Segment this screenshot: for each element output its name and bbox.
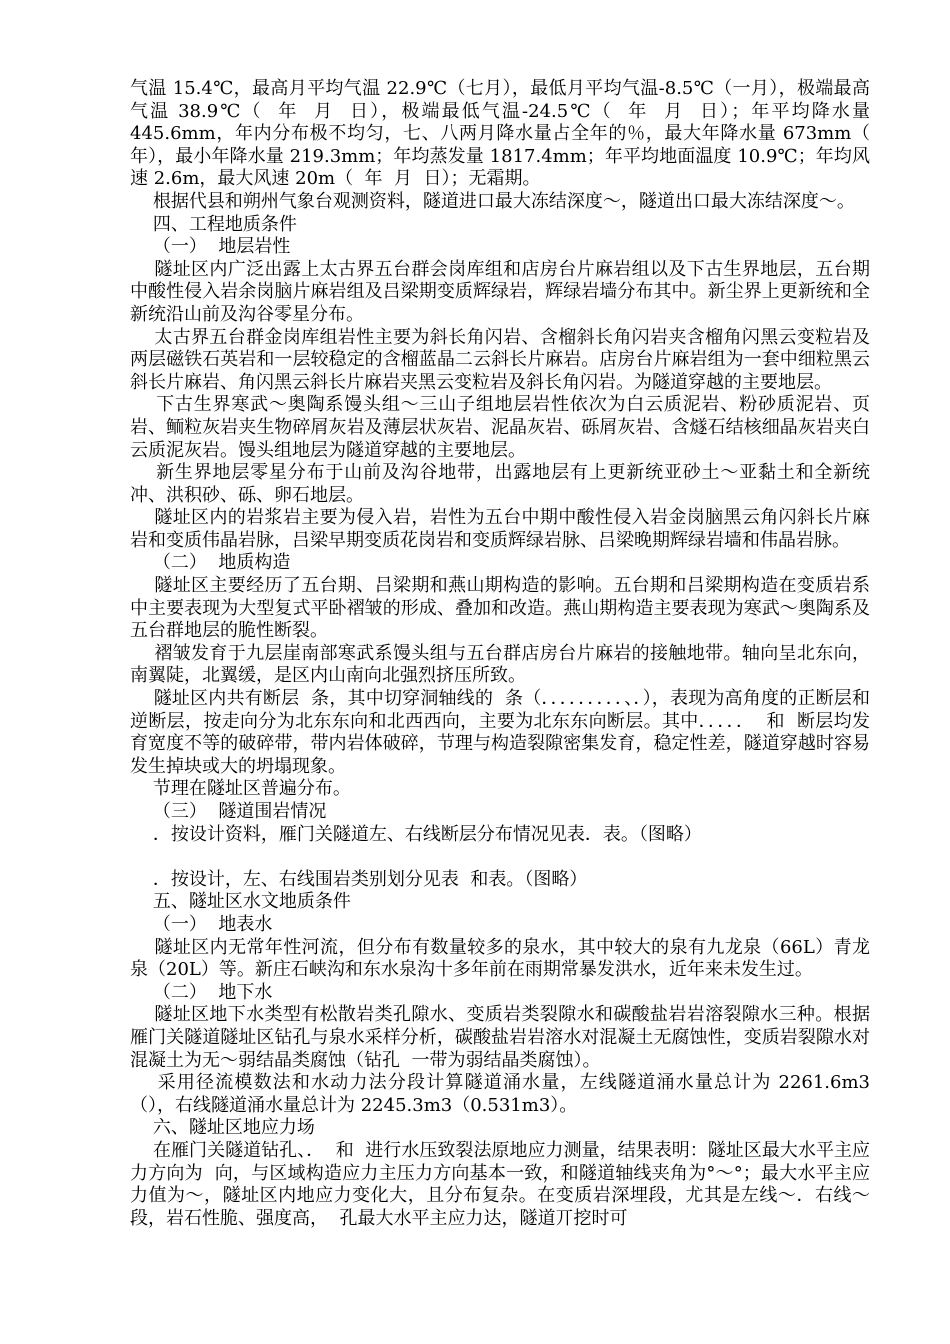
- paragraph-stress-measurement: 在雁门关隧道钻孔、． 和 进行水压致裂法原地应力测量，结果表明：隧址区最大水平主应力方向为 向，与区域构造应力主压力方向基本一致，和隧道轴线夹角为°～°；最大水平主应力值为～，隧址区内地应力变化大，且分布复杂。在变质岩深埋段，尤其是左线～．右线～ 段，岩石性脆、强度高， 孔最大水平主应力达，隧道丌挖时可: [130, 1139, 882, 1229]
- paragraph-fault-table: ．按设计资料，雁门关隧道左、右线断层分布情况见表．表。（图略）: [130, 823, 702, 845]
- paragraph-tectonics: 隧址区主要经历了五台期、吕梁期和燕山期构造的影响。五台期和吕梁期构造在变质岩系中主要表现为大型复式平卧褶皱的形成、叠加和改造。燕山期构造主要表现为寒武～奥陶系及五台群地层的脆性断裂。: [130, 575, 870, 642]
- paragraph-faults: 隧址区内共有断层 条，其中切穿洞轴线的 条（．．．．．．．．．、．），表现为高角度的正断层和逆断层，按走向分为北东东向和北西西向，主要为北东东向断层。其中．．．．． 和 断层均发育宽度不等的破碎带，带内岩体破碎，节理与构造裂隙密集发育，稳定性差，隧道穿越时容易发生掉块或大的坍塌现象。: [130, 688, 871, 777]
- document-body: [130, 78, 888, 1230]
- paragraph-rock-class-table: ．按设计，左、右线围岩类别划分见表 和表。（图略）: [130, 868, 588, 890]
- heading-engineering-geology: 四、工程地质条件: [130, 213, 297, 235]
- paragraph-climate: 气温 15.4℃，最高月平均气温 22.9℃（七月），最低月平均气温-8.5℃（一月），极端最高气温 38.9℃（ 年 月 日），极端最低气温-24.5℃（ 年 月 日）；年平均降水量 445.6mm，年内分布极不均匀，七、八两月降水量占全年的％，最大年降水量 673mm（ 年），最小年降水量 219.3mm；年均蒸发量 1817.4mm；年平均地面温度 10.9℃；年均风速 2.6m，最大风速 20m（ 年 月 日）；无霜期。: [130, 78, 888, 190]
- paragraph-paleozoic: 下古生界寒武～奥陶系馒头组～三山子组地层岩性依次为白云质泥岩、粉砂质泥岩、页岩、鲕粒灰岩夹生物碎屑灰岩及薄层状灰岩、泥晶灰岩、砾屑灰岩、含燧石结核细晶灰岩夹白云质泥灰岩。馒头组地层为隧道穿越的主要地层。: [130, 394, 871, 461]
- paragraph-folds: 褶皱发育于九层崖南部寒武系馒头组与五台群店房台片麻岩的接触地带。轴向呈北东向，南翼陡，北翼缓，是区内山南向北强烈挤压所致。: [130, 642, 870, 687]
- paragraph-water-inflow: 采用径流模数法和水动力法分段计算隧道涌水量，左线隧道涌水量总计为 2261.6m3（），右线隧道涌水量总计为 2245.3m3（0.531m3）。: [130, 1072, 870, 1116]
- heading-hydrogeology: 五、隧址区水文地质条件: [130, 891, 351, 913]
- blank-line: [130, 846, 870, 869]
- subheading-structure: （二） 地质构造: [130, 552, 291, 574]
- paragraph-magmatic: 隧址区内的岩浆岩主要为侵入岩，岩性为五台中期中酸性侵入岩金岗脑黑云角闪斜长片麻岩和变质伟晶岩脉，吕梁早期变质花岗岩和变质辉绿岩脉、吕梁晚期辉绿岩墙和伟晶岩脉。: [130, 507, 870, 551]
- subheading-groundwater: （二） 地下水: [130, 981, 273, 1003]
- subheading-strata: （一） 地层岩性: [130, 236, 291, 258]
- paragraph-frost-depth: 根据代县和朔州气象台观测资料，隧道进口最大冻结深度～，隧道出口最大冻结深度～。: [130, 190, 855, 212]
- subheading-surface-water: （一） 地表水: [130, 913, 273, 935]
- paragraph-cenozoic: 新生界地层零星分布于山前及沟谷地带，出露地层有上更新统亚砂土～亚黏土和全新统冲、洪积砂、砾、卵石地层。: [130, 462, 871, 506]
- paragraph-springs: 隧址区内无常年性河流，但分布有数量较多的泉水，其中较大的泉有九龙泉（66L）青龙泉（20L）等。新庄石峡沟和东水泉沟十多年前在雨期常暴发洪水，近年来未发生过。: [130, 936, 871, 981]
- heading-stress-field: 六、隧址区地应力场: [130, 1117, 315, 1139]
- subheading-surrounding-rock: （三） 隧道围岩情况: [130, 801, 327, 822]
- paragraph-joints: 节理在隧址区普遍分布。: [130, 778, 351, 800]
- paragraph-strata-overview: 隧址区内广泛出露上太古界五台群会岗库组和店房台片麻岩组以及下古生界地层，五台期中酸性侵入岩余岗脑片麻岩组及吕梁期变质辉绿岩，辉绿岩墙分布其中。新尘界上更新统和全新统沿山前及沟谷零星分布。: [130, 258, 870, 325]
- paragraph-archean: 太古界五台群金岗库组岩性主要为斜长角闪岩、含榴斜长角闪岩夹含榴角闪黑云变粒岩及两层磁铁石英岩和一层较稳定的含榴蓝晶二云斜长片麻岩。店房台片麻岩组为一套中细粒黑云斜长片麻岩、角闪黑云斜长片麻岩夹黑云变粒岩及斜长角闪岩。为隧道穿越的主要地层。: [130, 326, 870, 393]
- paragraph-groundwater-types: 隧址区地下水类型有松散岩类孔隙水、变质岩类裂隙水和碳酸盐岩岩溶裂隙水三种。根据雁门关隧道隧址区钻孔与泉水采样分析，碳酸盐岩岩溶水对混凝土无腐蚀性，变质岩裂隙水对混凝土为无～弱结晶类腐蚀（钻孔 一带为弱结晶类腐蚀）。: [130, 1004, 870, 1071]
